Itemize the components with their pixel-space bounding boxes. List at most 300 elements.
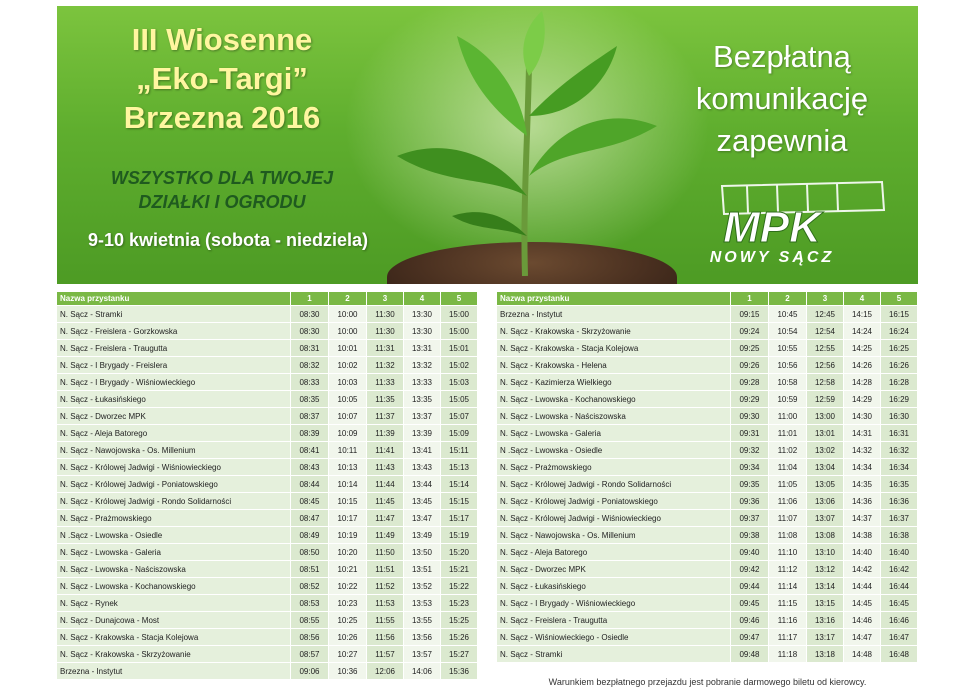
departure-time: 09:06 [291, 663, 329, 680]
event-banner [57, 6, 918, 284]
departure-time: 11:49 [367, 527, 404, 544]
departure-time: 13:18 [807, 646, 844, 663]
departure-time: 13:39 [404, 425, 441, 442]
table-row [57, 374, 478, 391]
departure-time: 09:34 [731, 459, 769, 476]
departure-time: 14:37 [844, 510, 881, 527]
departure-time: 13:32 [404, 357, 441, 374]
table-row [57, 340, 478, 357]
departure-time: 11:06 [769, 493, 807, 510]
departure-time: 11:12 [769, 561, 807, 578]
departure-time: 11:14 [769, 578, 807, 595]
departure-time: 10:54 [769, 323, 807, 340]
departure-time: 11:30 [367, 306, 404, 323]
departure-time: 10:19 [329, 527, 367, 544]
departure-time: 16:44 [881, 578, 918, 595]
departure-time: 15:07 [441, 408, 478, 425]
stop-name: N. Sącz - Prażmowskiego [57, 510, 291, 527]
table-row [57, 595, 478, 612]
departure-time: 16:46 [881, 612, 918, 629]
departure-time: 09:36 [731, 493, 769, 510]
mpk-logo-main: MPK [723, 203, 821, 252]
departure-time: 13:56 [404, 629, 441, 646]
departure-time: 14:32 [844, 442, 881, 459]
departure-time: 16:36 [881, 493, 918, 510]
departure-time: 13:50 [404, 544, 441, 561]
departure-time: 13:57 [404, 646, 441, 663]
departure-time: 14:36 [844, 493, 881, 510]
departure-time: 16:28 [881, 374, 918, 391]
departure-time: 11:32 [367, 357, 404, 374]
departure-time: 08:33 [291, 374, 329, 391]
table-row [497, 323, 918, 340]
table-row [57, 425, 478, 442]
departure-time: 11:33 [367, 374, 404, 391]
departure-time: 16:31 [881, 425, 918, 442]
stop-name: N. Sącz - Rynek [57, 595, 291, 612]
event-date: 9-10 kwietnia (sobota - niedziela) [87, 230, 369, 250]
departure-time: 11:17 [769, 629, 807, 646]
departure-time: 12:55 [807, 340, 844, 357]
departure-time: 10:55 [769, 340, 807, 357]
departure-time: 09:31 [731, 425, 769, 442]
departure-time: 13:43 [404, 459, 441, 476]
departure-time: 13:00 [807, 408, 844, 425]
table-row [57, 408, 478, 425]
departure-time: 09:26 [731, 357, 769, 374]
departure-time: 11:47 [367, 510, 404, 527]
departure-time: 09:15 [731, 306, 769, 323]
departure-time: 13:52 [404, 578, 441, 595]
table-row [57, 306, 478, 323]
departure-time: 10:36 [329, 663, 367, 680]
stop-name: N. Sącz - Nawojowska - Os. Millenium [57, 442, 291, 459]
departure-time: 13:55 [404, 612, 441, 629]
departure-time: 09:47 [731, 629, 769, 646]
stop-name: N. Sącz - Krakowska - Skrzyżowanie [497, 323, 731, 340]
departure-time: 11:44 [367, 476, 404, 493]
departure-time: 14:06 [404, 663, 441, 680]
table-row [497, 357, 918, 374]
departure-time: 15:00 [441, 306, 478, 323]
departure-time: 09:37 [731, 510, 769, 527]
stop-name: N. Sącz - I Brygady - Wiśniowieckiego [57, 374, 291, 391]
departure-time: 16:42 [881, 561, 918, 578]
table-row [497, 527, 918, 544]
departure-time: 14:34 [844, 459, 881, 476]
departure-time: 10:45 [769, 306, 807, 323]
column-header-run: 1 [731, 292, 769, 306]
departure-time: 16:32 [881, 442, 918, 459]
departure-time: 13:47 [404, 510, 441, 527]
stop-name: N .Sącz - Lwowska - Osiedle [57, 527, 291, 544]
departure-time: 11:16 [769, 612, 807, 629]
departure-time: 09:28 [731, 374, 769, 391]
departure-time: 11:51 [367, 561, 404, 578]
departure-time: 13:53 [404, 595, 441, 612]
departure-time: 13:08 [807, 527, 844, 544]
departure-time: 10:05 [329, 391, 367, 408]
departure-time: 14:47 [844, 629, 881, 646]
stop-name: N .Sącz - Lwowska - Osiedle [497, 442, 731, 459]
departure-time: 15:00 [441, 323, 478, 340]
event-title-line: Brzezna 2016 [123, 100, 321, 135]
stop-name: N. Sącz - Łukasińskiego [57, 391, 291, 408]
stop-name: N. Sącz - Dworzec MPK [497, 561, 731, 578]
departure-time: 16:40 [881, 544, 918, 561]
departure-time: 16:26 [881, 357, 918, 374]
stop-name: N. Sącz - I Brygady - Freislera [57, 357, 291, 374]
stop-name: N. Sącz - Freislera - Gorzkowska [57, 323, 291, 340]
table-row [57, 357, 478, 374]
stop-name: N. Sącz - Prażmowskiego [497, 459, 731, 476]
departure-time: 11:56 [367, 629, 404, 646]
departure-time: 11:50 [367, 544, 404, 561]
stop-name: N. Sącz - Królowej Jadwigi - Poniatowskiego [57, 476, 291, 493]
table-row [57, 442, 478, 459]
departure-time: 08:45 [291, 493, 329, 510]
stop-name: N. Sącz - Królowej Jadwigi - Poniatowskiego [497, 493, 731, 510]
departure-time: 16:30 [881, 408, 918, 425]
stop-name: N. Sącz - Łukasińskiego [497, 578, 731, 595]
departure-time: 11:18 [769, 646, 807, 663]
departure-time: 13:16 [807, 612, 844, 629]
departure-time: 14:35 [844, 476, 881, 493]
table-row [497, 442, 918, 459]
stop-name: N. Sącz - Królowej Jadwigi - Rondo Solidarności [497, 476, 731, 493]
table-row [57, 578, 478, 595]
departure-time: 12:54 [807, 323, 844, 340]
departure-time: 13:04 [807, 459, 844, 476]
departure-time: 10:20 [329, 544, 367, 561]
stop-name: N. Sącz - Krakowska - Stacja Kolejowa [497, 340, 731, 357]
table-row [57, 493, 478, 510]
stop-name: N. Sącz - Aleja Batorego [497, 544, 731, 561]
departure-time: 15:36 [441, 663, 478, 680]
departure-time: 13:37 [404, 408, 441, 425]
departure-time: 16:38 [881, 527, 918, 544]
departure-time: 08:47 [291, 510, 329, 527]
table-row [497, 425, 918, 442]
departure-time: 08:41 [291, 442, 329, 459]
departure-time: 10:02 [329, 357, 367, 374]
departure-time: 08:49 [291, 527, 329, 544]
table-row [497, 476, 918, 493]
departure-time: 15:11 [441, 442, 478, 459]
departure-time: 14:45 [844, 595, 881, 612]
departure-time: 11:41 [367, 442, 404, 459]
departure-time: 11:30 [367, 323, 404, 340]
departure-time: 08:53 [291, 595, 329, 612]
departure-time: 14:40 [844, 544, 881, 561]
departure-time: 09:35 [731, 476, 769, 493]
table-row [57, 391, 478, 408]
table-row [497, 391, 918, 408]
stop-name: Brzezna - Instytut [57, 663, 291, 680]
event-subtitle-line: WSZYSTKO DLA TWOJEJ [110, 168, 334, 188]
departure-time: 12:59 [807, 391, 844, 408]
departure-time: 11:37 [367, 408, 404, 425]
departure-time: 10:27 [329, 646, 367, 663]
departure-time: 15:15 [441, 493, 478, 510]
departure-time: 11:02 [769, 442, 807, 459]
mpk-logo-sub: NOWY SĄCZ [709, 249, 835, 266]
table-row [497, 595, 918, 612]
departure-time: 16:29 [881, 391, 918, 408]
table-row [497, 459, 918, 476]
table-row [497, 646, 918, 663]
stop-name: N. Sącz - Lwowska - Naściszowska [57, 561, 291, 578]
stop-name: N. Sącz - Stramki [497, 646, 731, 663]
departure-time: 11:05 [769, 476, 807, 493]
stop-name: N. Sącz - Krakowska - Helena [497, 357, 731, 374]
event-title [77, 20, 367, 137]
table-header-row [497, 292, 918, 306]
stop-name: N. Sącz - Królowej Jadwigi - Wiśniowieckiego [497, 510, 731, 527]
column-header-run: 1 [291, 292, 329, 306]
departure-time: 13:41 [404, 442, 441, 459]
table-row [57, 561, 478, 578]
column-header-run: 3 [807, 292, 844, 306]
departure-time: 15:22 [441, 578, 478, 595]
column-header-run: 4 [844, 292, 881, 306]
departure-time: 13:07 [807, 510, 844, 527]
table-row [497, 408, 918, 425]
departure-time: 10:15 [329, 493, 367, 510]
departure-time: 09:32 [731, 442, 769, 459]
departure-time: 10:09 [329, 425, 367, 442]
event-subtitle-line: DZIAŁKI I OGRODU [138, 192, 306, 212]
departure-time: 15:19 [441, 527, 478, 544]
departure-time: 10:59 [769, 391, 807, 408]
stop-name: N. Sącz - Aleja Batorego [57, 425, 291, 442]
table-row [497, 510, 918, 527]
departure-time: 15:23 [441, 595, 478, 612]
departure-time: 15:03 [441, 374, 478, 391]
departure-time: 13:30 [404, 306, 441, 323]
departure-time: 10:14 [329, 476, 367, 493]
departure-time: 10:07 [329, 408, 367, 425]
table-row [497, 306, 918, 323]
departure-time: 13:10 [807, 544, 844, 561]
free-transport-line: komunikację [695, 81, 869, 116]
departure-time: 10:11 [329, 442, 367, 459]
departure-time: 10:13 [329, 459, 367, 476]
departure-time: 11:39 [367, 425, 404, 442]
departure-time: 11:43 [367, 459, 404, 476]
departure-time: 15:13 [441, 459, 478, 476]
free-transport-text [647, 36, 917, 162]
departure-time: 16:15 [881, 306, 918, 323]
departure-time: 15:05 [441, 391, 478, 408]
departure-time: 09:24 [731, 323, 769, 340]
departure-time: 10:23 [329, 595, 367, 612]
event-title-line: III Wiosenne [131, 22, 313, 57]
departure-time: 11:35 [367, 391, 404, 408]
stop-name: N. Sącz - Freislera - Traugutta [57, 340, 291, 357]
departure-time: 11:15 [769, 595, 807, 612]
departure-time: 13:05 [807, 476, 844, 493]
departure-time: 11:53 [367, 595, 404, 612]
departure-time: 16:47 [881, 629, 918, 646]
column-header-run: 2 [769, 292, 807, 306]
departure-time: 13:44 [404, 476, 441, 493]
departure-time: 14:42 [844, 561, 881, 578]
departure-time: 09:29 [731, 391, 769, 408]
departure-time: 10:03 [329, 374, 367, 391]
stop-name: N. Sącz - Lwowska - Naściszowska [497, 408, 731, 425]
column-header-run: 5 [441, 292, 478, 306]
stop-name: N. Sącz - Freislera - Traugutta [497, 612, 731, 629]
stop-name: Brzezna - Instytut [497, 306, 731, 323]
departure-time: 16:24 [881, 323, 918, 340]
departure-time: 12:56 [807, 357, 844, 374]
departure-time: 11:10 [769, 544, 807, 561]
departure-time: 10:22 [329, 578, 367, 595]
stop-name: N. Sącz - Lwowska - Kochanowskiego [57, 578, 291, 595]
stop-name: N. Sącz - Królowej Jadwigi - Rondo Solidarności [57, 493, 291, 510]
departure-time: 10:00 [329, 306, 367, 323]
departure-time: 09:48 [731, 646, 769, 663]
departure-time: 09:25 [731, 340, 769, 357]
stop-name: N. Sącz - Nawojowska - Os. Millenium [497, 527, 731, 544]
departure-time: 14:25 [844, 340, 881, 357]
column-header-run: 3 [367, 292, 404, 306]
departure-time: 11:52 [367, 578, 404, 595]
table-row [497, 629, 918, 646]
table-row [497, 612, 918, 629]
departure-time: 08:56 [291, 629, 329, 646]
departure-time: 10:01 [329, 340, 367, 357]
table-row [57, 544, 478, 561]
table-row [497, 544, 918, 561]
table-row [57, 646, 478, 663]
departure-time: 13:02 [807, 442, 844, 459]
departure-time: 09:42 [731, 561, 769, 578]
departure-time: 09:38 [731, 527, 769, 544]
departure-time: 13:06 [807, 493, 844, 510]
table-row [57, 612, 478, 629]
departure-time: 13:30 [404, 323, 441, 340]
departure-time: 15:01 [441, 340, 478, 357]
departure-time: 08:39 [291, 425, 329, 442]
table-row [57, 476, 478, 493]
departure-time: 16:25 [881, 340, 918, 357]
departure-time: 10:17 [329, 510, 367, 527]
departure-time: 08:57 [291, 646, 329, 663]
departure-time: 10:58 [769, 374, 807, 391]
ticket-note: Warunkiem bezpłatnego przejazdu jest pobranie darmowego biletu od kierowcy. [548, 677, 867, 687]
table-row [57, 510, 478, 527]
departure-time: 08:55 [291, 612, 329, 629]
departure-time: 11:08 [769, 527, 807, 544]
stop-name: N. Sącz - Dunajcowa - Most [57, 612, 291, 629]
free-transport-line: zapewnia [716, 123, 848, 158]
stop-name: N. Sącz - I Brygady - Wiśniowieckiego [497, 595, 731, 612]
departure-time: 08:44 [291, 476, 329, 493]
free-transport-line: Bezpłatną [713, 39, 851, 74]
departure-time: 11:57 [367, 646, 404, 663]
departure-time: 10:56 [769, 357, 807, 374]
departure-time: 16:34 [881, 459, 918, 476]
table-row [497, 493, 918, 510]
departure-time: 10:26 [329, 629, 367, 646]
departure-time: 14:29 [844, 391, 881, 408]
table-row [497, 374, 918, 391]
departure-time: 15:17 [441, 510, 478, 527]
departure-time: 08:30 [291, 323, 329, 340]
departure-time: 13:31 [404, 340, 441, 357]
departure-time: 12:06 [367, 663, 404, 680]
departure-time: 13:51 [404, 561, 441, 578]
departure-time: 12:45 [807, 306, 844, 323]
departure-time: 09:44 [731, 578, 769, 595]
mpk-logo [652, 176, 892, 266]
departure-time: 12:58 [807, 374, 844, 391]
departure-time: 08:31 [291, 340, 329, 357]
event-subtitle [77, 166, 367, 214]
departure-time: 15:20 [441, 544, 478, 561]
departure-time: 11:01 [769, 425, 807, 442]
table-row [57, 459, 478, 476]
departure-time: 14:26 [844, 357, 881, 374]
departure-time: 10:00 [329, 323, 367, 340]
departure-time: 11:04 [769, 459, 807, 476]
departure-time: 15:02 [441, 357, 478, 374]
departure-time: 08:35 [291, 391, 329, 408]
stop-name: N. Sącz - Krakowska - Stacja Kolejowa [57, 629, 291, 646]
departure-time: 13:15 [807, 595, 844, 612]
departure-time: 14:28 [844, 374, 881, 391]
departure-time: 11:07 [769, 510, 807, 527]
stop-name: N. Sącz - Królowej Jadwigi - Wiśniowieckiego [57, 459, 291, 476]
departure-time: 14:24 [844, 323, 881, 340]
departure-time: 08:37 [291, 408, 329, 425]
stop-name: N. Sącz - Wiśniowieckiego - Osiedle [497, 629, 731, 646]
departure-time: 16:35 [881, 476, 918, 493]
departure-time: 08:51 [291, 561, 329, 578]
table-row [497, 561, 918, 578]
departure-time: 14:15 [844, 306, 881, 323]
departure-time: 15:27 [441, 646, 478, 663]
departure-time: 14:30 [844, 408, 881, 425]
plant-illustration [357, 6, 687, 276]
stop-name: N. Sącz - Lwowska - Kochanowskiego [497, 391, 731, 408]
stop-name: N. Sącz - Lwowska - Galeria [497, 425, 731, 442]
stop-name: N. Sącz - Lwowska - Galeria [57, 544, 291, 561]
departure-time: 13:33 [404, 374, 441, 391]
table-row [57, 323, 478, 340]
departure-time: 13:12 [807, 561, 844, 578]
departure-time: 08:52 [291, 578, 329, 595]
stop-name: N. Sącz - Kazimierza Wielkiego [497, 374, 731, 391]
departure-time: 11:31 [367, 340, 404, 357]
departure-time: 15:26 [441, 629, 478, 646]
departure-time: 14:31 [844, 425, 881, 442]
departure-time: 13:14 [807, 578, 844, 595]
column-header-stop: Nazwa przystanku [57, 292, 291, 306]
table-row [57, 629, 478, 646]
event-title-line: „Eko-Targi” [136, 61, 308, 96]
departure-time: 13:17 [807, 629, 844, 646]
table-row [497, 578, 918, 595]
timetable-outbound [57, 292, 478, 680]
table-row [497, 340, 918, 357]
departure-time: 14:38 [844, 527, 881, 544]
departure-time: 16:37 [881, 510, 918, 527]
column-header-run: 4 [404, 292, 441, 306]
departure-time: 15:21 [441, 561, 478, 578]
